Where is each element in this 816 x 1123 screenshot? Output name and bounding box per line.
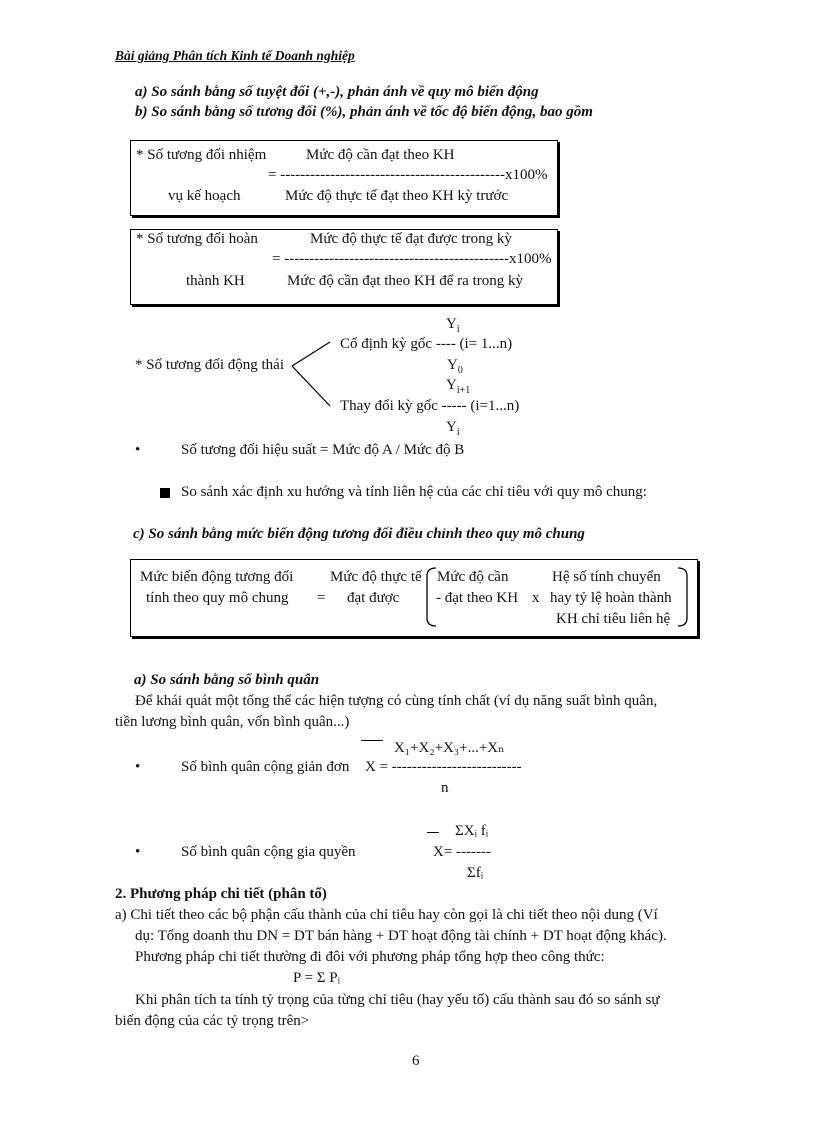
average-paragraph-1: Để khái quát một tổng thể các hiện tượng có cùng tính chất (ví dụ năng suất bình quân, — [135, 693, 658, 709]
box2-equation: = ---------------------------------------------x100% — [272, 251, 552, 267]
box2-denominator: Mức độ cần đạt theo KH để ra trong kỳ — [287, 273, 523, 289]
bullet-dot: • — [135, 759, 141, 775]
page-header: Bài giảng Phân tích Kinh tế Doanh nghiệp — [115, 48, 355, 63]
simple-numerator: X₁+X₂+X₃+...+Xₙ — [394, 740, 505, 756]
fixed-numerator: $Y_i$ — [446, 316, 460, 335]
box3-l2: tính theo quy mô chung — [146, 590, 289, 606]
item-b: b) So sánh bằng số tương đối (%), phản ánh về tốc độ biến động, bao gồm — [135, 104, 593, 120]
box3-m1: Mức độ thực tế — [330, 569, 422, 585]
detail-line-3: Phương pháp chi tiết thường đi đôi với phương pháp tổng hợp theo công thức: — [135, 949, 605, 965]
box3-r2: hay tỷ lệ hoàn thành — [550, 590, 672, 606]
box3-x: x — [532, 590, 540, 606]
simple-denominator: n — [441, 780, 449, 796]
average-title: a) So sánh bằng số bình quân — [134, 672, 320, 688]
detail-line-1: a) Chi tiết theo các bộ phận cấu thành của chỉ tiêu hay còn gọi là chi tiết theo nội dung (Ví — [115, 907, 658, 923]
box3-eq: = — [317, 590, 326, 606]
box3-r1: Hệ số tính chuyển — [552, 569, 661, 585]
efficiency-text: Số tương đối hiệu suất = Mức độ A / Mức độ B — [181, 442, 465, 458]
detail-formula: P = Σ Pᵢ — [293, 970, 341, 986]
box1-left-bottom: vụ kế hoạch — [168, 188, 241, 204]
box3-n1: Mức độ cần — [437, 569, 509, 585]
simple-label: Số bình quân cộng giản đơn — [181, 759, 350, 775]
trend-text: So sánh xác định xu hướng và tính liên hệ của các chỉ tiêu với quy mô chung: — [181, 484, 647, 500]
bullet-dot: • — [135, 844, 141, 860]
last-paragraph-2: biến động của các tỷ trọng trên> — [115, 1013, 310, 1029]
box1-left-top: * Số tương đối nhiệm — [136, 147, 267, 163]
branch-lines — [290, 338, 340, 408]
weighted-denominator: Σfᵢ — [467, 865, 484, 881]
box3-r3: KH chỉ tiêu liên hệ — [556, 611, 671, 627]
change-base-label: Thay đổi kỳ gốc ----- (i=1...n) — [340, 398, 520, 414]
section-2-title: 2. Phương pháp chi tiết (phân tổ) — [115, 886, 327, 902]
box2-numerator: Mức độ thực tế đạt được trong kỳ — [310, 231, 512, 247]
bullet-dot: • — [135, 442, 141, 458]
fixed-denominator: $Y_0$ — [447, 357, 463, 376]
dynamic-label: * Số tương đối động thái — [135, 357, 284, 373]
box2-left-top: * Số tương đối hoàn — [136, 231, 258, 247]
simple-overline — [361, 740, 383, 741]
item-c: c) So sánh bằng mức biến động tương đối điều chỉnh theo quy mô chung — [133, 526, 585, 542]
item-a: a) So sánh bằng số tuyệt đối (+,-), phản ánh về quy mô biến động — [135, 84, 539, 100]
square-bullet — [160, 488, 170, 498]
weighted-numerator: ΣXᵢ fᵢ — [455, 823, 489, 839]
weighted-overline — [427, 832, 439, 833]
detail-line-2: dụ: Tổng doanh thu DN = DT bán hàng + DT hoạt động tài chính + DT hoạt động khác). — [135, 928, 667, 944]
page-number: 6 — [412, 1053, 420, 1069]
box2-left-bottom: thành KH — [186, 273, 245, 289]
average-paragraph-2: tiền lương bình quân, vốn bình quân...) — [115, 714, 350, 730]
box3-n2: - đạt theo KH — [436, 590, 519, 606]
simple-equation: X = -------------------------- — [365, 759, 522, 775]
box1-denominator: Mức độ thực tế đạt theo KH kỳ trước — [285, 188, 509, 204]
fixed-base-label: Cố định kỳ gốc ---- (i= 1...n) — [340, 336, 513, 352]
change-denominator: $Y_i$ — [446, 419, 460, 438]
box3-l1: Mức biến động tương đối — [140, 569, 294, 585]
box3-m2: đạt được — [347, 590, 400, 606]
box1-numerator: Mức độ cần đạt theo KH — [306, 147, 455, 163]
weighted-equation: X= ------- — [433, 844, 492, 860]
box1-equation: = ---------------------------------------------x100% — [268, 167, 548, 183]
weighted-label: Số bình quân cộng gia quyền — [181, 844, 356, 860]
right-bracket — [676, 566, 690, 628]
last-paragraph-1: Khi phân tích ta tính tỷ trọng của từng chỉ tiêu (hay yếu tố) cấu thành sau đó so sánh sự — [135, 992, 660, 1008]
change-numerator: $Y_{i+1}$ — [446, 377, 471, 396]
